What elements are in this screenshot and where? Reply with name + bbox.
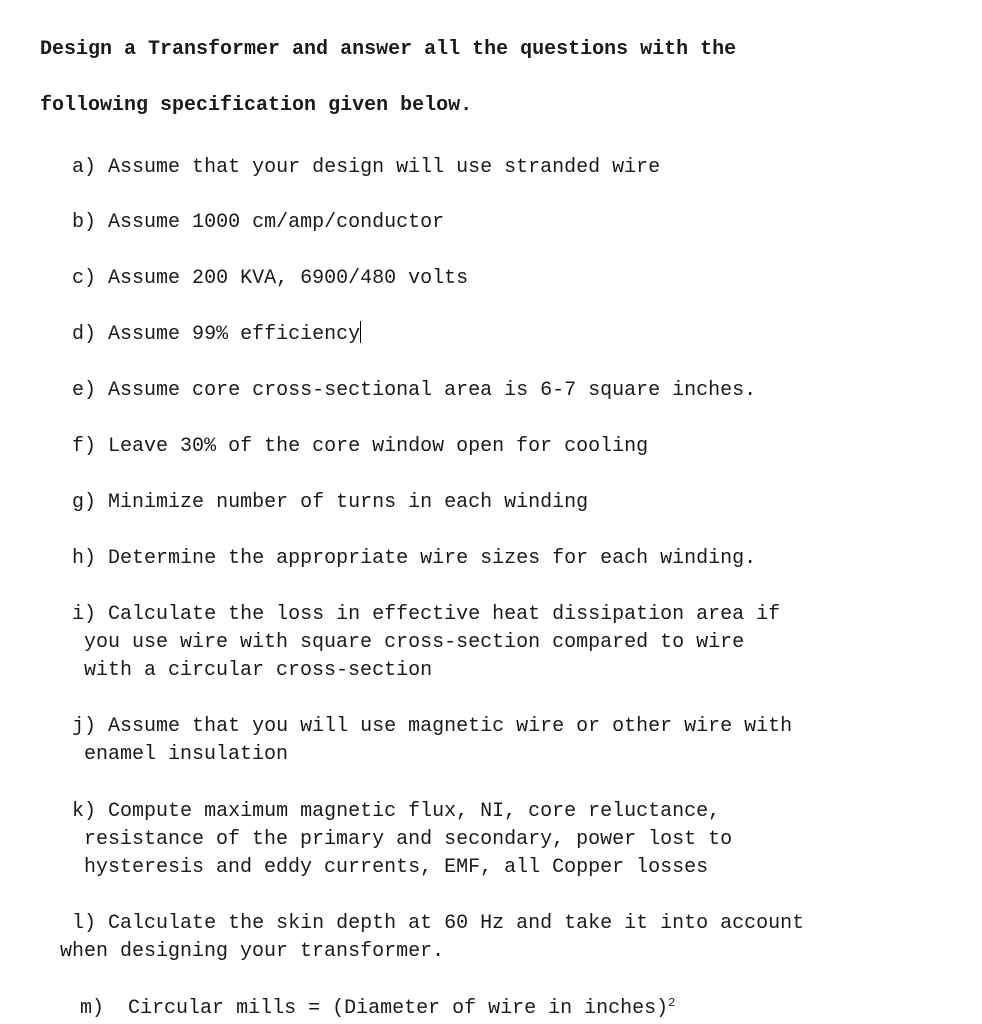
- item-marker: h): [72, 547, 97, 570]
- spec-item-h: [48, 517, 756, 573]
- spec-item-g: [48, 461, 588, 517]
- spec-item-j: [48, 685, 792, 769]
- item-text: Minimize number of turns in each winding: [108, 491, 589, 514]
- heading-line-1: Design a Transformer and answer all the questions with the: [40, 38, 737, 61]
- item-text: Assume that your design will use stranded wire: [108, 156, 661, 179]
- item-text-line-2: resistance of the primary and secondary, power lost to: [84, 828, 733, 851]
- spec-item-i: [48, 573, 780, 685]
- item-marker: c): [72, 267, 97, 290]
- item-text-line-1: Calculate the skin depth at 60 Hz and take it into account: [108, 912, 805, 935]
- item-text: Leave 30% of the core window open for cooling: [108, 435, 649, 458]
- spec-item-m: [56, 967, 675, 1023]
- item-marker: i): [72, 603, 97, 626]
- item-marker: g): [72, 491, 97, 514]
- document-heading: [16, 8, 956, 120]
- spec-item-f: [48, 405, 648, 461]
- item-text-line-2: enamel insulation: [84, 743, 289, 766]
- item-text: Determine the appropriate wire sizes for each winding.: [108, 547, 757, 570]
- spec-item-e: [48, 349, 756, 405]
- spec-item-a: [48, 126, 660, 182]
- heading-line-2: following specification given below.: [40, 94, 473, 117]
- spec-item-c: [48, 237, 468, 293]
- spec-item-k: [48, 770, 732, 882]
- item-marker: b): [72, 211, 97, 234]
- item-marker: e): [72, 379, 97, 402]
- superscript-exponent: 2: [668, 996, 676, 1010]
- item-marker: a): [72, 156, 97, 179]
- item-text: Assume core cross-sectional area is 6-7 square inches.: [108, 379, 757, 402]
- spec-item-d[interactable]: [48, 293, 361, 349]
- item-text-line-3: with a circular cross-section: [84, 659, 433, 682]
- item-text-line-1: Compute maximum magnetic flux, NI, core reluctance,: [108, 800, 721, 823]
- text-cursor: [360, 321, 361, 343]
- item-text: Assume 99% efficiency: [108, 323, 361, 346]
- item-marker: j): [72, 715, 97, 738]
- item-marker: m): [80, 997, 105, 1020]
- item-text-line-3: hysteresis and eddy currents, EMF, all Copper losses: [84, 856, 709, 879]
- item-text-line-1: Assume that you will use magnetic wire or other wire with: [108, 715, 793, 738]
- spec-item-b: [48, 181, 444, 237]
- item-marker: l): [72, 912, 97, 935]
- item-text: Assume 200 KVA, 6900/480 volts: [108, 267, 469, 290]
- item-text-line-2: when designing your transformer.: [60, 940, 445, 963]
- item-marker: d): [72, 323, 97, 346]
- item-text-line-2: you use wire with square cross-section compared to wire: [84, 631, 745, 654]
- item-marker: k): [72, 800, 97, 823]
- item-text: Circular mills = (Diameter of wire in inches): [128, 997, 669, 1020]
- spec-item-l: [48, 882, 804, 966]
- item-text-line-1: Calculate the loss in effective heat dissipation area if: [108, 603, 781, 626]
- item-text: Assume 1000 cm/amp/conductor: [108, 211, 445, 234]
- item-marker: f): [72, 435, 97, 458]
